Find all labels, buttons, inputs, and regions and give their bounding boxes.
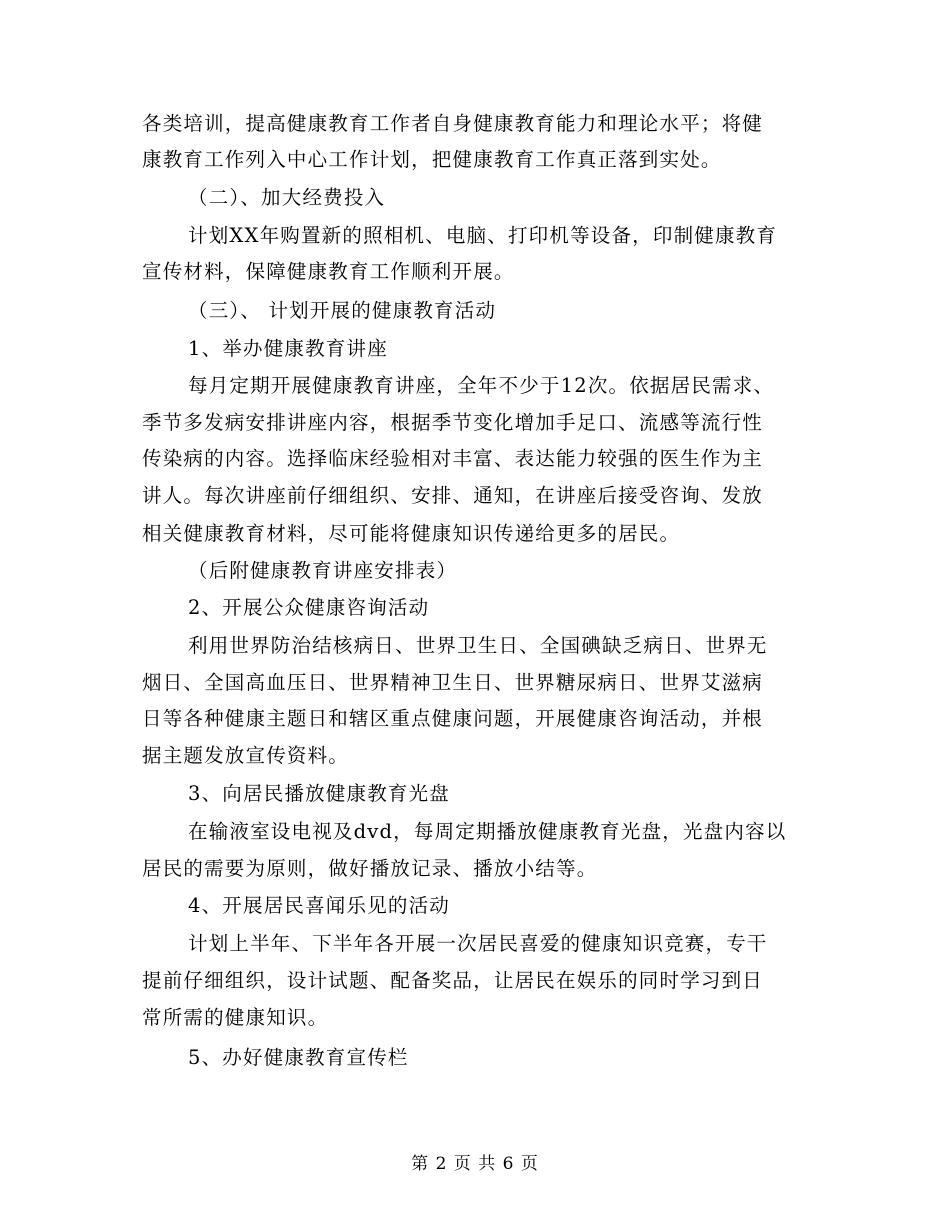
paragraph-line: 讲人。每次讲座前仔细组织、安排、通知，在讲座后接受咨询、发放 bbox=[142, 484, 764, 507]
subsection-heading: 5、办好健康教育宣传栏 bbox=[188, 1046, 409, 1069]
paragraph-line: 传染病的内容。选择临床经验相对丰富、表达能力较强的医生作为主 bbox=[142, 447, 764, 470]
subsection-heading: 1、举办健康教育讲座 bbox=[188, 337, 388, 360]
paragraph-line: 各类培训，提高健康教育工作者自身健康教育能力和理论水平；将健 bbox=[142, 112, 764, 135]
paragraph-line: 日等各种健康主题日和辖区重点健康问题，开展健康咨询活动，并根 bbox=[142, 707, 764, 730]
paragraph-line: 在输液室设电视及dvd，每周定期播放健康教育光盘，光盘内容以 bbox=[188, 820, 787, 843]
paragraph-line: 据主题发放宣传资料。 bbox=[142, 744, 350, 767]
paragraph-line: 宣传材料，保障健康教育工作顺利开展。 bbox=[142, 260, 515, 283]
paragraph-line: 居民的需要为原则，做好播放记录、播放小结等。 bbox=[142, 857, 598, 880]
paragraph-line: 常所需的健康知识。 bbox=[142, 1006, 329, 1029]
paragraph-line: 季节多发病安排讲座内容，根据季节变化增加手足口、流感等流行性 bbox=[142, 411, 764, 434]
section-heading: （三）、 计划开展的健康教育活动 bbox=[188, 299, 497, 322]
note-line: （后附健康教育讲座安排表） bbox=[188, 559, 458, 582]
subsection-heading: 3、向居民播放健康教育光盘 bbox=[188, 782, 451, 805]
page-number-footer: 第 2 页 共 6 页 bbox=[411, 1154, 539, 1174]
paragraph-line: 计划XX年购置新的照相机、电脑、打印机等设备，印制健康教育 bbox=[188, 224, 778, 247]
subsection-heading: 4、开展居民喜闻乐见的活动 bbox=[188, 894, 451, 917]
subsection-heading: 2、开展公众健康咨询活动 bbox=[188, 596, 430, 619]
paragraph-line: 提前仔细组织，设计试题、配备奖品，让居民在娱乐的同时学习到日 bbox=[142, 969, 764, 992]
section-heading: （二）、加大经费投入 bbox=[188, 186, 386, 209]
paragraph-line: 利用世界防治结核病日、世界卫生日、全国碘缺乏病日、世界无 bbox=[188, 634, 768, 657]
paragraph-line: 计划上半年、下半年各开展一次居民喜爱的健康知识竞赛，专干 bbox=[188, 932, 768, 955]
paragraph-line: 每月定期开展健康教育讲座，全年不少于12次。依据居民需求、 bbox=[188, 374, 775, 397]
paragraph-line: 烟日、全国高血压日、世界精神卫生日、世界糖尿病日、世界艾滋病 bbox=[142, 671, 764, 694]
paragraph-line: 康教育工作列入中心工作计划，把健康教育工作真正落到实处。 bbox=[142, 148, 722, 171]
paragraph-line: 相关健康教育材料，尽可能将健康知识传递给更多的居民。 bbox=[142, 522, 681, 545]
